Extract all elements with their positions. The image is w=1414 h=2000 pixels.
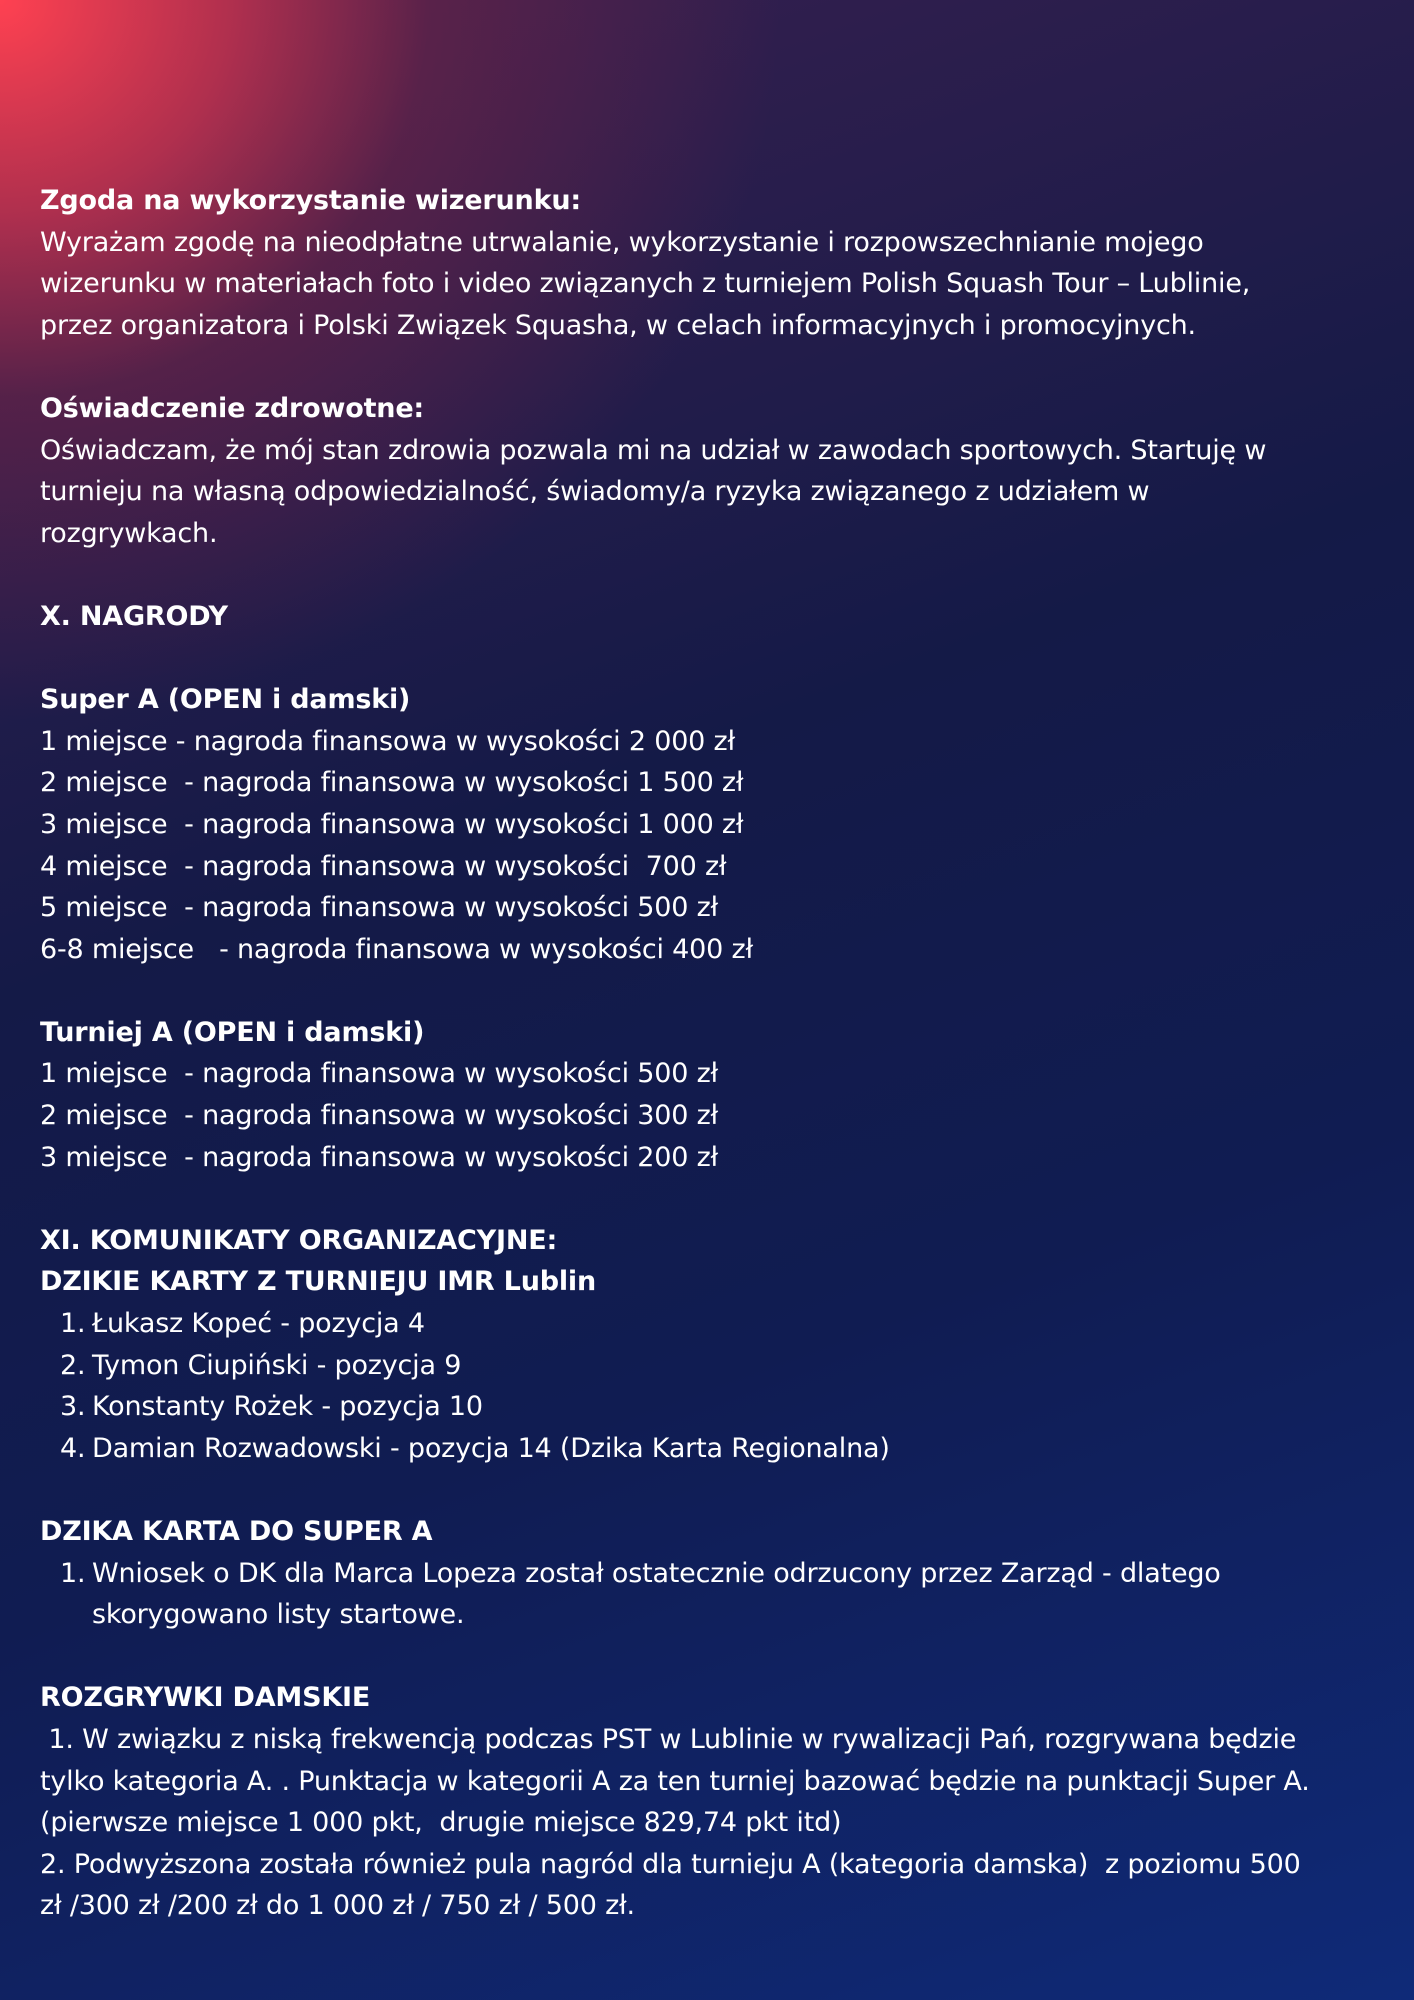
super-a-wildcard-heading: DZIKA KARTA DO SUPER A: [40, 1516, 433, 1547]
list-item: [40, 1303, 1390, 1345]
spacer: [40, 1469, 1390, 1511]
women-line: 1. W związku z niską frekwencją podczas PST w Lublinie w rywalizacji Pań, rozgrywana będzie: [40, 1723, 1297, 1755]
health-line: rozgrywkach.: [40, 517, 218, 549]
list-item-text: skorygowano listy startowe.: [92, 1599, 465, 1631]
list-item: [40, 1553, 1390, 1636]
list-number: 1.: [60, 1557, 86, 1589]
spacer: [40, 346, 1390, 388]
prize-line: 4 miejsce - nagroda finansowa w wysokości 700 zł: [40, 850, 727, 882]
prize-line: 3 miejsce - nagroda finansowa w wysokości 1 000 zł: [40, 808, 744, 840]
spacer: [40, 970, 1390, 1012]
spacer: [40, 638, 1390, 680]
list-item: [40, 1345, 1390, 1387]
prize-line: 2 miejsce - nagroda finansowa w wysokości 1 500 zł: [40, 767, 744, 799]
list-item-text: Konstanty Rożek - pozycja 10: [92, 1391, 483, 1423]
list-number: 2.: [60, 1349, 86, 1381]
list-number: 4.: [60, 1432, 86, 1464]
prize-line: 1 miejsce - nagroda finansowa w wysokości 500 zł: [40, 1058, 719, 1090]
consent-heading: Zgoda na wykorzystanie wizerunku:: [40, 185, 581, 216]
women-line: (pierwsze miejsce 1 000 pkt, drugie miejsce 829,74 pkt itd): [40, 1807, 842, 1839]
health-heading: Oświadczenie zdrowotne:: [40, 392, 425, 424]
list-item: [40, 1428, 1390, 1470]
prize-line: 3 miejsce - nagroda finansowa w wysokości 200 zł: [40, 1141, 719, 1173]
list-number: 1.: [60, 1308, 86, 1340]
list-item: [40, 1386, 1390, 1428]
prize-line: 5 miejsce - nagroda finansowa w wysokości 500 zł: [40, 892, 719, 924]
list-item-text: Damian Rozwadowski - pozycja 14 (Dzika Karta Regionalna): [92, 1432, 890, 1464]
women-heading: ROZGRYWKI DAMSKIE: [40, 1682, 371, 1714]
prize-line: 2 miejsce - nagroda finansowa w wysokości 300 zł: [40, 1100, 719, 1132]
wildcards-heading: DZIKIE KARTY Z TURNIEJU IMR Lublin: [40, 1266, 596, 1298]
list-item-text: Łukasz Kopeć - pozycja 4: [92, 1308, 425, 1340]
list-item-text: Tymon Ciupiński - pozycja 9: [92, 1349, 462, 1381]
consent-line: wizerunku w materiałach foto i video związanych z turniejem Polish Squash Tour – Lublinie,: [40, 268, 1251, 300]
consent-line: przez organizatora i Polski Związek Squasha, w celach informacyjnych i promocyjnych.: [40, 309, 1196, 341]
spacer: [40, 1178, 1390, 1220]
spacer: [40, 1636, 1390, 1678]
women-line: tylko kategoria A. . Punktacja w kategorii A za ten turniej bazować będzie na punktacji Super A.: [40, 1765, 1310, 1797]
spacer: [40, 554, 1390, 596]
prize-line: 6-8 miejsce - nagroda finansowa w wysokości 400 zł: [40, 933, 753, 965]
wildcards-list: [40, 1303, 1390, 1469]
list-number: 3.: [60, 1391, 86, 1423]
women-line: zł /300 zł /200 zł do 1 000 zł / 750 zł / 500 zł.: [40, 1890, 635, 1922]
announcements-heading: XI. KOMUNIKATY ORGANIZACYJNE:: [40, 1224, 558, 1256]
prize-line: 1 miejsce - nagroda finansowa w wysokości 2 000 zł: [40, 725, 735, 757]
document-content: [40, 180, 1390, 1927]
list-item-text: Wniosek o DK dla Marca Lopeza został ostatecznie odrzucony przez Zarząd - dlatego: [92, 1557, 1221, 1589]
super-a-heading: Super A (OPEN i damski): [40, 684, 411, 716]
health-line: turnieju na własną odpowiedzialność, świadomy/a ryzyka związanego z udziałem w: [40, 476, 1150, 508]
super-a-wildcard-list: [40, 1553, 1390, 1636]
health-line: Oświadczam, że mój stan zdrowia pozwala mi na udział w zawodach sportowych. Startuję w: [40, 434, 1267, 466]
prizes-heading: X. NAGRODY: [40, 600, 228, 632]
turniej-a-heading: Turniej A (OPEN i damski): [40, 1016, 425, 1048]
consent-line: Wyrażam zgodę na nieodpłatne utrwalanie, wykorzystanie i rozpowszechnianie mojego: [40, 226, 1204, 258]
women-line: 2. Podwyższona została również pula nagród dla turnieju A (kategoria damska) z poziomu 500: [40, 1848, 1301, 1880]
